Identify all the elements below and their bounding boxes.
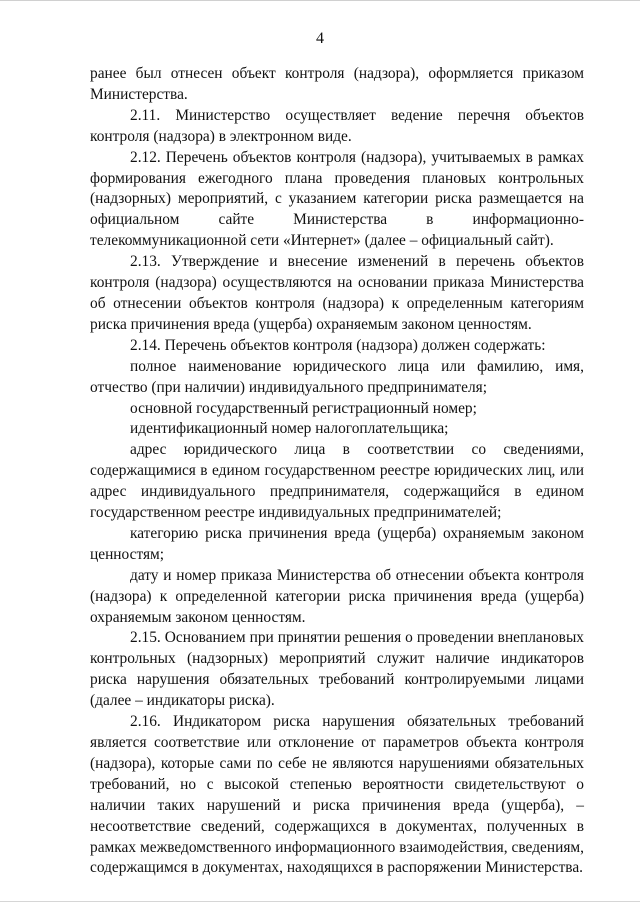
paragraph-2-14: 2.14. Перечень объектов контроля (надзора) должен содержать: bbox=[130, 336, 546, 354]
paragraph-2-12: 2.12. Перечень объектов контроля (надзора), учитываемых в рамках формирования ежегодного плана проведения плановых контрольных (надзорных) мероприятий, с указанием категории риска размещается на официальном сайте Министерства в информационно-телекоммуникационной сети «Интернет» (далее – официальный сайт). bbox=[90, 148, 584, 250]
list-item-order-date: дату и номер приказа Министерства об отнесении объекта контроля (надзора) к определенной категории риска причинения вреда (ущерба) охраняемым законом ценностям. bbox=[90, 566, 584, 626]
list-item-address: адрес юридического лица в соответствии со сведениями, содержащимися в едином государственном реестре юридических лиц, или адрес индивидуального предпринимателя, содержащийся в едином государственном реестре индивидуальных предпринимателей; bbox=[90, 441, 584, 522]
list-item-inn: идентификационный номер налогоплательщика; bbox=[130, 420, 449, 438]
paragraph-continuation: ранее был отнесен объект контроля (надзора), оформляется приказом Министерства. bbox=[90, 65, 584, 103]
document-body bbox=[90, 64, 584, 879]
list-item-risk-category: категорию риска причинения вреда (ущерба) охраняемым законом ценностям; bbox=[90, 524, 584, 563]
top-edge-rule bbox=[0, 0, 640, 1]
paragraph-2-13: 2.13. Утверждение и внесение изменений в перечень объектов контроля (надзора) осуществляются на основании приказа Министерства об отнесении объектов контроля (надзора) к определенным категориям риска причинения вреда (ущерба) охраняемым законом ценностям. bbox=[90, 253, 584, 333]
paragraph-2-15: 2.15. Основанием при принятии решения о проведении внеплановых контрольных (надзорных) мероприятий служит наличие индикаторов риска нарушения обязательных требований контролируемыми лицами (далее – индикаторы риска). bbox=[90, 629, 584, 710]
bottom-edge-rule bbox=[0, 901, 640, 902]
paragraph-2-16: 2.16. Индикатором риска нарушения обязательных требований является соответствие или отклонение от параметров объекта контроля (надзора), которые сами по себе не являются нарушениями обязательных требований, но с высокой степенью вероятности свидетельствуют о наличии таких нарушений и риска причинения вреда (ущерба), – несоответствие сведений, содержащихся в документах, полученных в рамках межведомственного информационного взаимодействия, сведениям, содержащимся в документах, находящихся в распоряжении Министерства. bbox=[90, 713, 584, 877]
list-item-name: полное наименование юридического лица или фамилию, имя, отчество (при наличии) индивидуального предпринимателя; bbox=[90, 357, 584, 396]
list-item-ogrn: основной государственный регистрационный номер; bbox=[130, 399, 477, 417]
page-number: 4 bbox=[316, 30, 324, 47]
paragraph-2-11: 2.11. Министерство осуществляет ведение перечня объектов контроля (надзора) в электронном виде. bbox=[90, 106, 584, 145]
